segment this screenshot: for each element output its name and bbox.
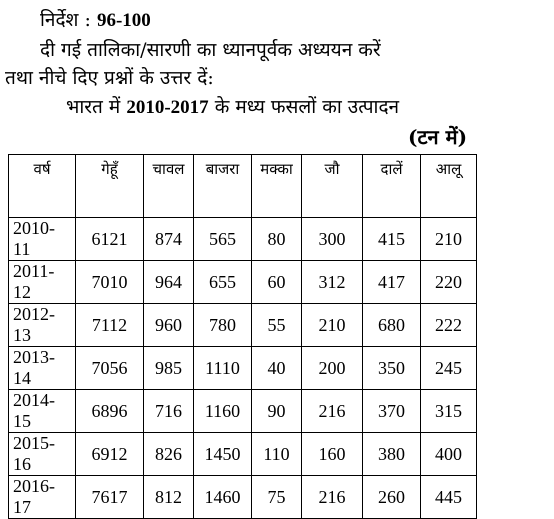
table-row	[9, 433, 477, 476]
column-header-rice: चावल	[144, 155, 194, 218]
directive-label: निर्देश :	[40, 9, 97, 31]
table-cell-value: 400	[421, 433, 477, 476]
table-title-post: के मध्य फसलों का उत्पादन	[208, 96, 400, 118]
table-cell-value: 655	[194, 261, 252, 304]
table-cell-value: 680	[363, 304, 421, 347]
table-cell-value: 7617	[76, 476, 144, 519]
table-cell-value: 780	[194, 304, 252, 347]
table-cell-value: 985	[144, 347, 194, 390]
table-cell-year: 2010-11	[9, 218, 76, 261]
table-cell-value: 6121	[76, 218, 144, 261]
table-cell-value: 60	[252, 261, 302, 304]
table-row	[9, 476, 477, 519]
table-cell-value: 565	[194, 218, 252, 261]
table-cell-value: 826	[144, 433, 194, 476]
table-cell-year: 2014-15	[9, 390, 76, 433]
table-cell-value: 40	[252, 347, 302, 390]
table-cell-value: 350	[363, 347, 421, 390]
table-cell-value: 7056	[76, 347, 144, 390]
table-title	[66, 95, 399, 120]
table-cell-value: 7010	[76, 261, 144, 304]
column-header-year: वर्ष	[9, 155, 76, 218]
column-header-barley: जौ	[302, 155, 363, 218]
table-cell-year: 2015-16	[9, 433, 76, 476]
table-cell-value: 75	[252, 476, 302, 519]
table-cell-value: 1110	[194, 347, 252, 390]
unit-label: (टन में)	[408, 125, 468, 149]
table-cell-value: 55	[252, 304, 302, 347]
column-header-wheat: गेहूँ	[76, 155, 144, 218]
table-cell-value: 222	[421, 304, 477, 347]
table-cell-value: 200	[302, 347, 363, 390]
table-cell-value: 300	[302, 218, 363, 261]
column-header-millet: बाजरा	[194, 155, 252, 218]
table-row	[9, 390, 477, 433]
table-body	[9, 218, 477, 519]
table-cell-value: 312	[302, 261, 363, 304]
table-cell-value: 315	[421, 390, 477, 433]
table-cell-value: 1450	[194, 433, 252, 476]
table-cell-value: 210	[302, 304, 363, 347]
table-cell-value: 370	[363, 390, 421, 433]
table-cell-value: 220	[421, 261, 477, 304]
table-cell-value: 445	[421, 476, 477, 519]
table-title-years: 2010-2017	[126, 97, 209, 118]
table-cell-value: 716	[144, 390, 194, 433]
table-cell-year: 2012-13	[9, 304, 76, 347]
table-cell-value: 417	[363, 261, 421, 304]
table-cell-value: 216	[302, 390, 363, 433]
table-cell-value: 6896	[76, 390, 144, 433]
table-row	[9, 261, 477, 304]
table-cell-value: 160	[302, 433, 363, 476]
crop-production-table	[8, 154, 477, 519]
instruction-line-2: तथा नीचे दिए प्रश्नों के उत्तर दें:	[5, 67, 214, 89]
table-row	[9, 347, 477, 390]
table-cell-value: 245	[421, 347, 477, 390]
table-title-pre: भारत में	[66, 96, 127, 118]
table-cell-value: 80	[252, 218, 302, 261]
table-cell-year: 2013-14	[9, 347, 76, 390]
table-cell-year: 2016-17	[9, 476, 76, 519]
table-cell-value: 812	[144, 476, 194, 519]
table-cell-value: 90	[252, 390, 302, 433]
directive-range: 96-100	[96, 10, 151, 31]
table-cell-value: 415	[363, 218, 421, 261]
column-header-potato: आलू	[421, 155, 477, 218]
instruction-line-1: दी गई तालिका/सारणी का ध्यानपूर्वक अध्ययन करें	[40, 39, 381, 61]
table-cell-value: 964	[144, 261, 194, 304]
table-cell-value: 1160	[194, 390, 252, 433]
table-row	[9, 304, 477, 347]
table-cell-value: 960	[144, 304, 194, 347]
directive-heading	[40, 8, 151, 33]
column-header-pulses: दालें	[363, 155, 421, 218]
table-cell-value: 874	[144, 218, 194, 261]
table-cell-value: 216	[302, 476, 363, 519]
table-row	[9, 218, 477, 261]
table-cell-value: 110	[252, 433, 302, 476]
table-cell-value: 1460	[194, 476, 252, 519]
table-cell-value: 380	[363, 433, 421, 476]
table-cell-value: 7112	[76, 304, 144, 347]
table-header-row	[9, 155, 477, 218]
table-cell-value: 6912	[76, 433, 144, 476]
table-cell-year: 2011-12	[9, 261, 76, 304]
table-cell-value: 260	[363, 476, 421, 519]
table-cell-value: 210	[421, 218, 477, 261]
column-header-maize: मक्का	[252, 155, 302, 218]
